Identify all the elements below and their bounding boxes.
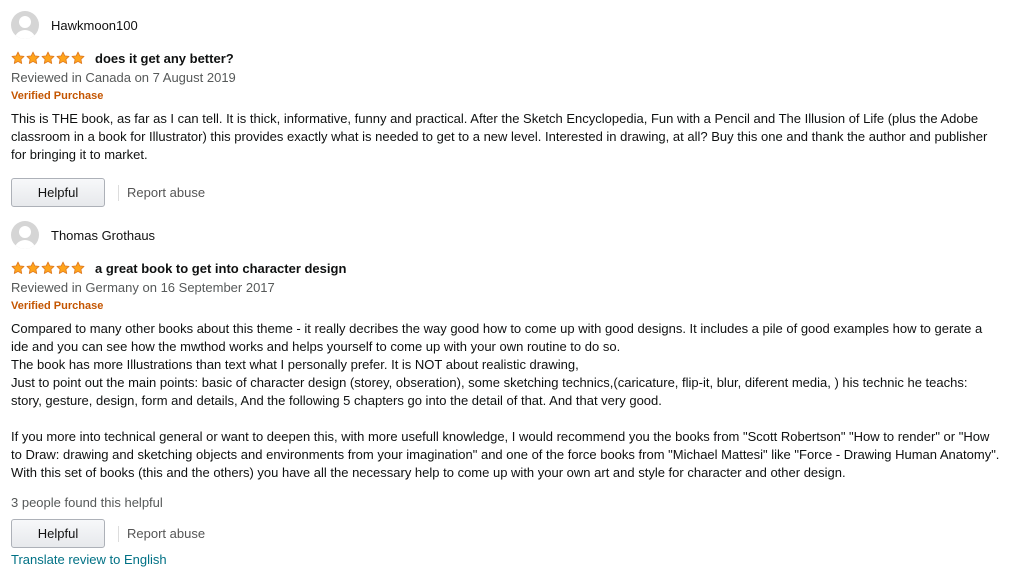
review-paragraph-spacer: [11, 410, 1001, 428]
avatar: [11, 221, 39, 249]
review-2: [11, 220, 1001, 548]
star-rating[interactable]: [11, 51, 85, 65]
star-icon: [56, 261, 70, 275]
divider: [118, 185, 119, 201]
divider: [118, 526, 119, 542]
star-icon: [11, 261, 25, 275]
helpful-button[interactable]: Helpful: [11, 178, 105, 207]
star-icon: [26, 51, 40, 65]
reviewer-profile[interactable]: [11, 10, 1001, 40]
review-1: [11, 10, 1001, 207]
review-title[interactable]: a great book to get into character design: [95, 260, 347, 276]
star-icon: [41, 51, 55, 65]
star-icon: [71, 261, 85, 275]
review-paragraph: Just to point out the main points: basic of character design (storey, obseration), some sketching technics,(caricature, flip-it, blur, diferent media, ) his technic he teachs: story, gesture, design, form and details, And the following 5 chapters go into the detail of that. And that very good.: [11, 375, 968, 408]
star-icon: [26, 261, 40, 275]
helpful-count: 3 people found this helpful: [11, 495, 163, 510]
review-paragraph: If you more into technical general or want to deepen this, with more usefull knowledge, I would recommend you the books from "Scott Robertson" "How to render" or "How to Draw: drawing and sketching objects and environments from your imagination" and one of the force books from "Michael Mattesi" like "Force - Drawing Human Anatomy". With this set of books (this and the others) you have all the necessary help to come up with your own art and style for character and other design.: [11, 429, 1000, 480]
star-icon: [56, 51, 70, 65]
star-icon: [11, 51, 25, 65]
star-icon: [71, 51, 85, 65]
translate-review-link[interactable]: Translate review to English: [11, 552, 167, 567]
review-title[interactable]: does it get any better?: [95, 50, 234, 66]
review-date: Reviewed in Germany on 16 September 2017: [11, 280, 275, 295]
review-paragraph: This is THE book, as far as I can tell. It is thick, informative, funny and practical. After the Sketch Encyclopedia, Fun with a Pencil and The Illusion of Life (plus the Adobe classroom in a book for Illustrator) this provides exactly what is needed to get to a new level. Interested in drawing, at all? Buy this one and thank the author and publisher for bringing it to market.: [11, 111, 988, 162]
reviewer-name[interactable]: Hawkmoon100: [51, 17, 138, 33]
review-date: Reviewed in Canada on 7 August 2019: [11, 70, 236, 85]
report-abuse-link[interactable]: Report abuse: [127, 526, 206, 541]
report-abuse-link[interactable]: Report abuse: [127, 185, 206, 200]
avatar: [11, 11, 39, 39]
review-paragraph: Compared to many other books about this theme - it really decribes the way good how to come up with good designs. It includes a pile of good examples how to gerate a ide and you can see how the mwthod works and helps yourself to come up with your own routine to do so.: [11, 321, 983, 354]
star-icon: [41, 261, 55, 275]
review-body: [11, 320, 1001, 482]
star-rating[interactable]: [11, 261, 85, 275]
verified-purchase-badge[interactable]: Verified Purchase: [11, 300, 104, 312]
verified-purchase-badge[interactable]: Verified Purchase: [11, 90, 104, 102]
review-paragraph: The book has more Illustrations than text what I personally prefer. It is NOT about realistic drawing,: [11, 357, 579, 372]
review-body: [11, 110, 1001, 164]
reviewer-profile[interactable]: [11, 220, 1001, 250]
helpful-button[interactable]: Helpful: [11, 519, 105, 548]
reviewer-name[interactable]: Thomas Grothaus: [51, 227, 156, 243]
